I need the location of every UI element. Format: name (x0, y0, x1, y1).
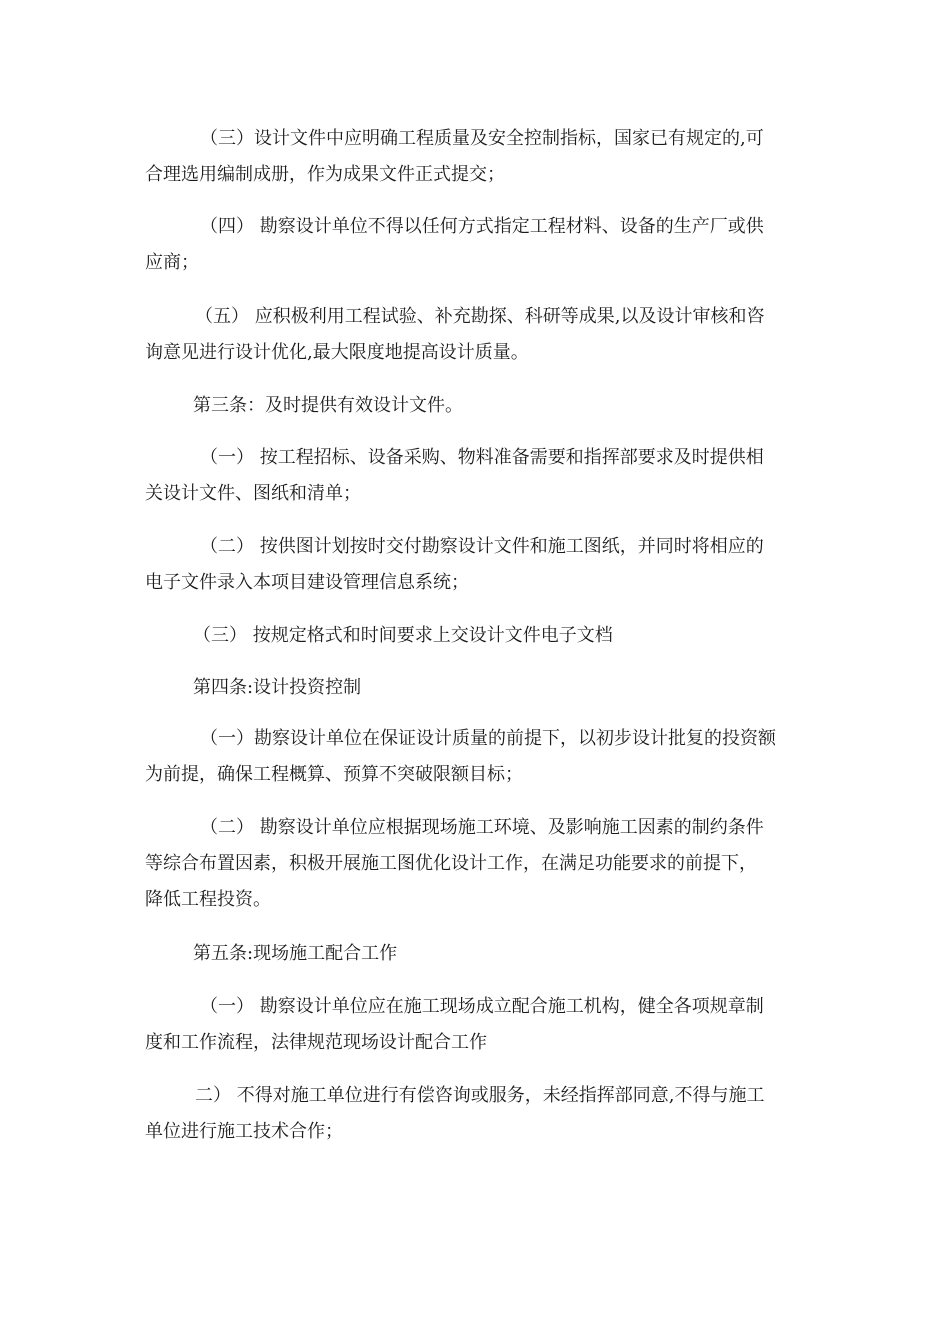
paragraph-investment-limit (145, 721, 810, 793)
text-line: 第四条:设计投资控制 (193, 677, 362, 698)
paragraph-electronic-archive (145, 618, 810, 654)
text-line: 二） 不得对施工单位进行有偿咨询或服务，未经指挥部同意,不得与施工 (195, 1085, 765, 1106)
heading-article-3 (145, 388, 810, 424)
paragraph-design-optimization (145, 299, 810, 371)
text-line: 降低工程投资。 (145, 889, 271, 910)
heading-article-4 (145, 670, 810, 706)
text-line: 为前提，确保工程概算、预算不突破限额目标； (145, 764, 523, 785)
paragraph-drawing-delivery (145, 529, 810, 601)
text-line: 单位进行施工技术合作； (145, 1121, 343, 1142)
text-line: （四） 勘察设计单位不得以任何方式指定工程材料、设备的生产厂或供 (200, 216, 764, 237)
text-line: 关设计文件、图纸和清单； (145, 483, 361, 504)
text-line: （三） 按规定格式和时间要求上交设计文件电子文档 (193, 625, 613, 646)
paragraph-design-quality-indicators (145, 121, 810, 193)
text-line: 度和工作流程，法律规范现场设计配合工作 (145, 1032, 487, 1053)
text-line: （二） 勘察设计单位应根据现场施工环境、及影响施工因素的制约条件 (200, 817, 764, 838)
text-line: 应商； (145, 252, 199, 273)
paragraph-construction-optimization (145, 810, 810, 918)
text-line: 合理选用编制成册，作为成果文件正式提交； (145, 164, 505, 185)
text-line: （一） 勘察设计单位应在施工现场成立配合施工机构，健全各项规章制 (200, 996, 764, 1017)
text-line: 电子文件录入本项目建设管理信息系统； (145, 572, 469, 593)
text-line: （一）勘察设计单位在保证设计质量的前提下，以初步设计批复的投资额 (200, 728, 776, 749)
paragraph-no-paid-consulting (145, 1078, 810, 1150)
text-line: 等综合布置因素，积极开展施工图优化设计工作，在满足功能要求的前提下， (145, 853, 757, 874)
text-line: （二） 按供图计划按时交付勘察设计文件和施工图纸，并同时将相应的 (200, 536, 764, 557)
text-line: 第五条:现场施工配合工作 (193, 943, 398, 964)
text-line: （三）设计文件中应明确工程质量及安全控制指标，国家已有规定的,可 (200, 128, 764, 149)
paragraph-timely-documents (145, 440, 810, 512)
heading-article-5 (145, 936, 810, 972)
paragraph-site-coordination-agency (145, 989, 810, 1061)
text-line: 第三条：及时提供有效设计文件。 (193, 395, 463, 416)
text-line: 询意见进行设计优化,最大限度地提高设计质量。 (145, 342, 529, 363)
text-line: （五） 应积极利用工程试验、补充勘探、科研等成果,以及设计审核和咨 (195, 306, 765, 327)
text-line: （一） 按工程招标、设备采购、物料准备需要和指挥部要求及时提供相 (200, 447, 764, 468)
paragraph-no-designated-suppliers (145, 209, 810, 281)
